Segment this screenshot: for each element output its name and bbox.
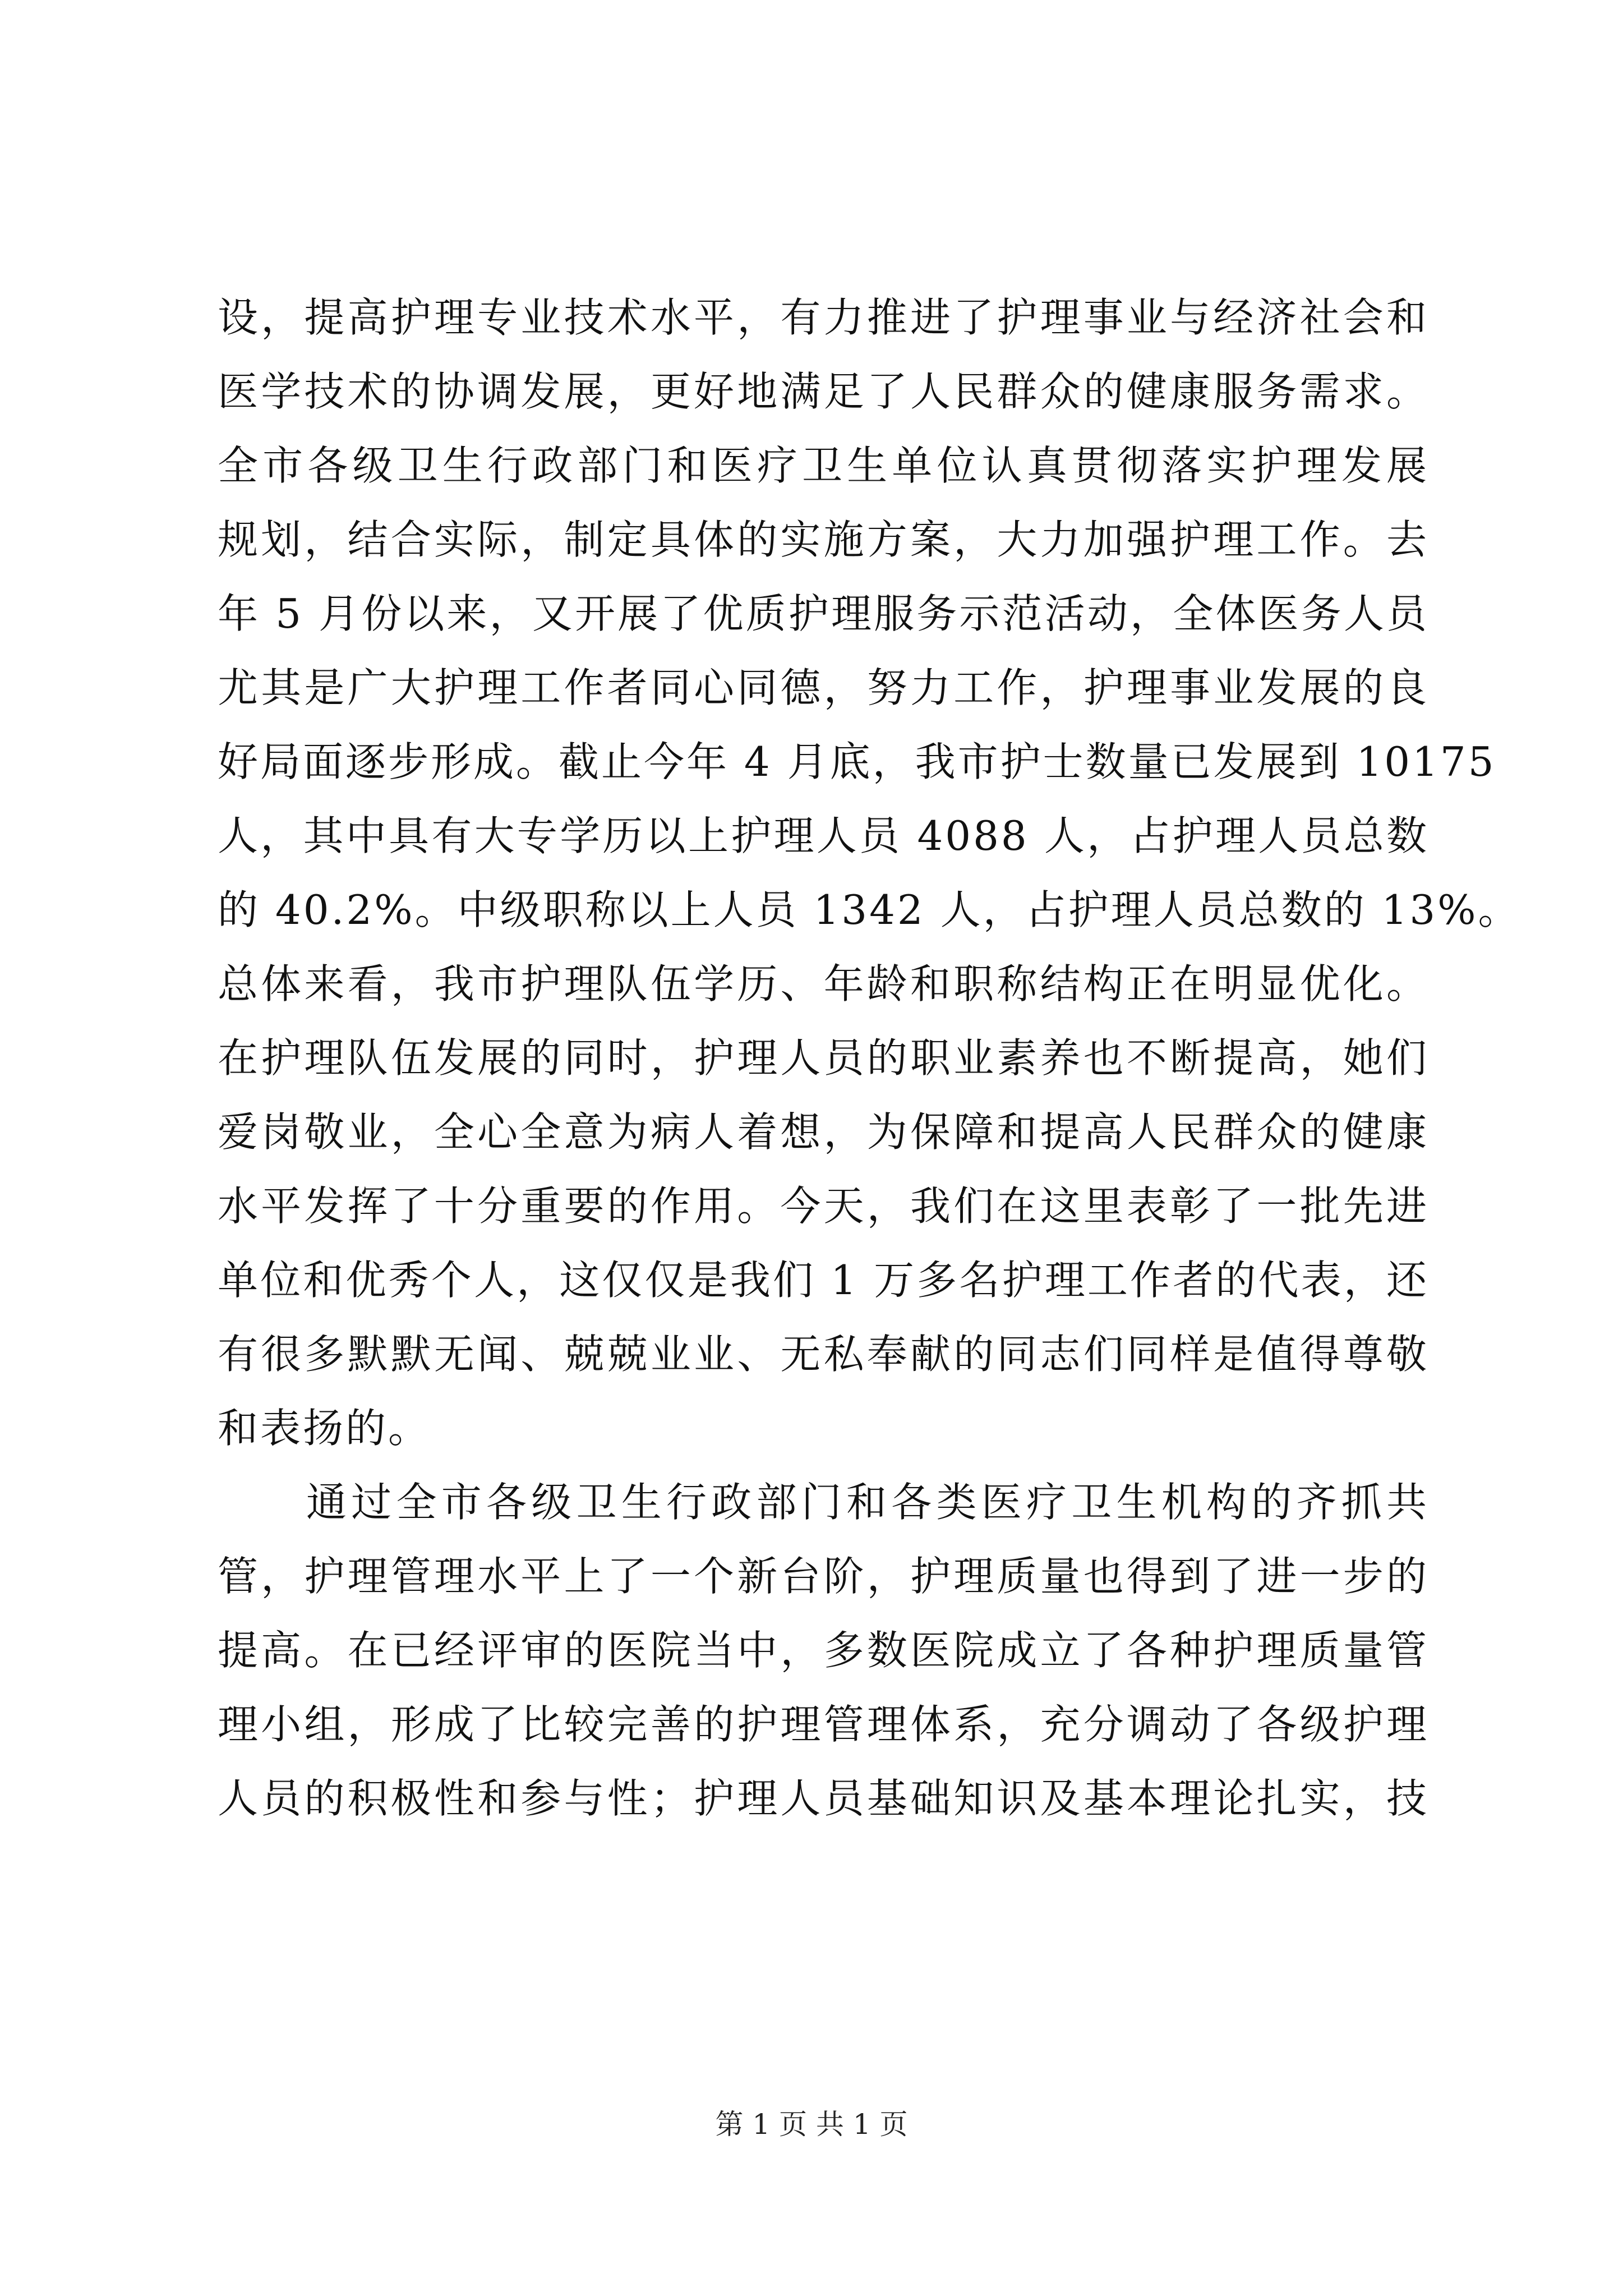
paragraph xyxy=(218,1465,1429,1835)
text-line: 全市各级卫生行政部门和医疗卫生单位认真贯彻落实护理发展 xyxy=(218,442,1429,489)
text-line: 医学技术的协调发展，更好地满足了人民群众的健康服务需求。 xyxy=(218,368,1429,415)
text-line: 总体来看，我市护理队伍学历、年龄和职称结构正在明显优化。 xyxy=(218,960,1429,1007)
text-line: 管，护理管理水平上了一个新台阶，护理质量也得到了进一步的 xyxy=(218,1553,1429,1600)
text-line: 好局面逐步形成。截止今年 4 月底，我市护士数量已发展到 10175 xyxy=(218,738,1496,785)
text-line: 有很多默默无闻、兢兢业业、无私奉献的同志们同样是值得尊敬 xyxy=(218,1331,1429,1378)
text-line: 设，提高护理专业技术水平，有力推进了护理事业与经济社会和 xyxy=(218,294,1429,341)
text-line: 和表扬的。 xyxy=(218,1405,431,1452)
text-line: 人，其中具有大专学历以上护理人员 4088 人，占护理人员总数 xyxy=(218,812,1429,859)
text-line: 的 40.2%。中级职称以上人员 1342 人，占护理人员总数的 13%。 xyxy=(218,886,1521,933)
text-line: 在护理队伍发展的同时，护理人员的职业素养也不断提高，她们 xyxy=(218,1034,1429,1082)
paragraph xyxy=(218,280,1521,1465)
text-line: 理小组，形成了比较完善的护理管理体系，充分调动了各级护理 xyxy=(218,1701,1429,1748)
text-line: 规划，结合实际，制定具体的实施方案，大力加强护理工作。去 xyxy=(218,516,1429,563)
text-line: 提高。在已经评审的医院当中，多数医院成立了各种护理质量管 xyxy=(218,1627,1429,1674)
text-line: 单位和优秀个人，这仅仅是我们 1 万多名护理工作者的代表，还 xyxy=(218,1257,1429,1304)
text-line: 年 5 月份以来，又开展了优质护理服务示范活动，全体医务人员 xyxy=(218,590,1429,637)
text-line: 通过全市各级卫生行政部门和各类医疗卫生机构的齐抓共 xyxy=(306,1479,1429,1526)
text-line: 爱岗敬业，全心全意为病人着想，为保障和提高人民群众的健康 xyxy=(218,1108,1429,1156)
text-line: 人员的积极性和参与性；护理人员基础知识及基本理论扎实，技 xyxy=(218,1775,1429,1822)
text-line: 水平发挥了十分重要的作用。今天，我们在这里表彰了一批先进 xyxy=(218,1182,1429,1230)
body-text xyxy=(218,280,1521,1835)
page-footer: 第 1 页 共 1 页 xyxy=(715,2108,908,2141)
text-line: 尤其是广大护理工作者同心同德，努力工作，护理事业发展的良 xyxy=(218,664,1429,711)
